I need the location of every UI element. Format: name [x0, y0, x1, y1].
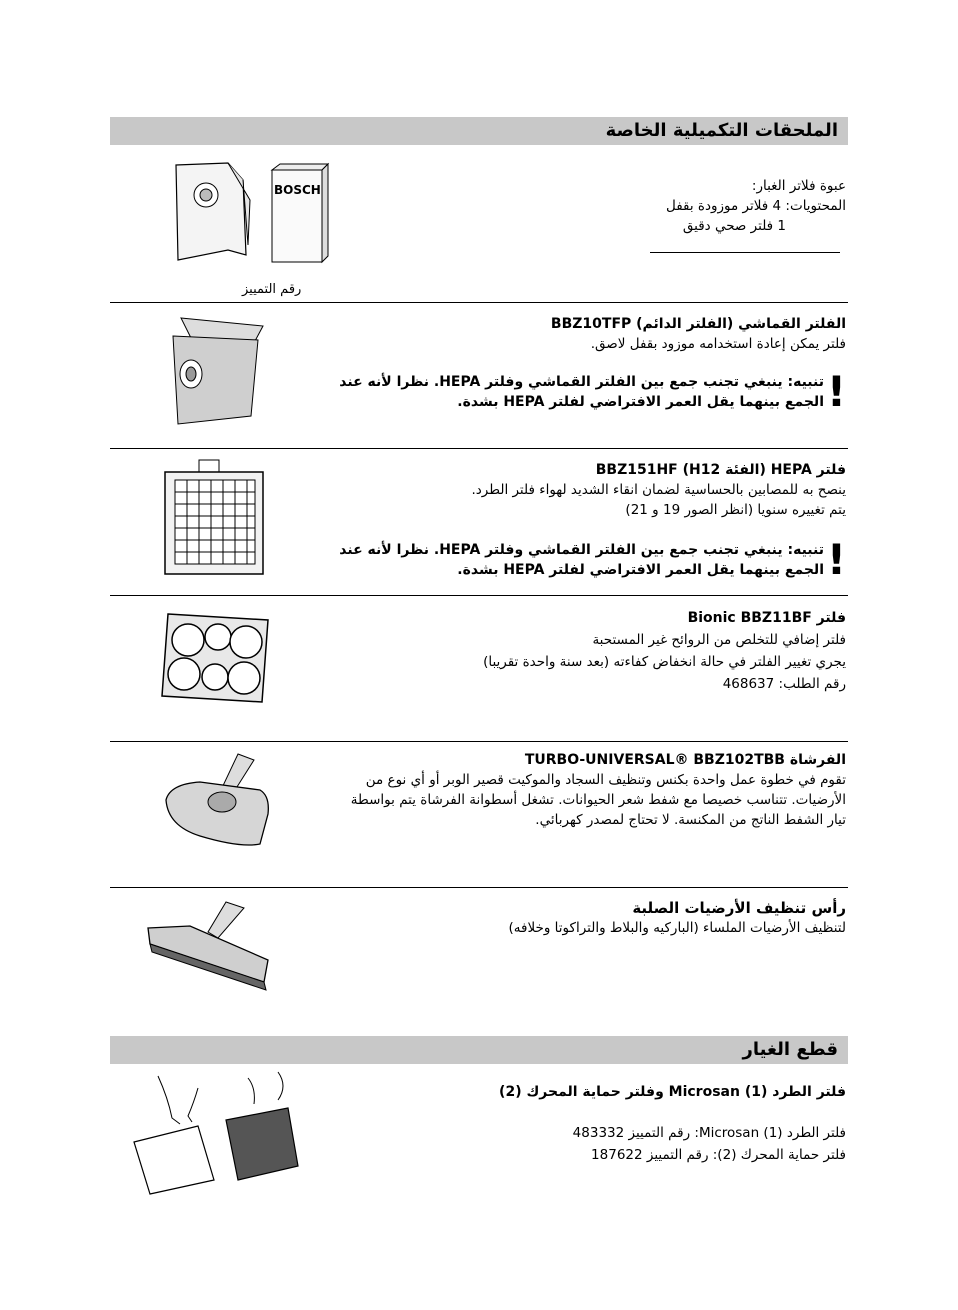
hepa-warning-line1: تنبيه: ينبغي تجنب جمع بين الفلتر القماشي وفلتر HEPA. نظرا لأنه عند: [339, 542, 824, 558]
divider: [110, 595, 848, 596]
dust-bags-title: عبوة فلاتر الغبار:: [751, 178, 846, 194]
divider: [110, 302, 848, 303]
fabric-warning-line2: الجمع بينهما يقل العمر الافتراضي لفلتر HEPA بشدة.: [457, 394, 824, 410]
microsan-filter-line: فلتر الطرد Microsan (1): رقم التمييز 483332: [572, 1125, 846, 1141]
bionic-filter-desc1: فلتر إضافي للتخلص من الروائح غير المستحبة: [592, 632, 846, 648]
bionic-filter-illustration: [158, 610, 273, 709]
dust-bag-illustration: [168, 160, 338, 276]
section-header-accessories: [110, 117, 848, 145]
hard-floor-heading: رأس تنظيف الأرضيات الصلبة: [632, 899, 846, 917]
dust-bags-microfilter: 1 فلتر صحي دقيق: [682, 218, 786, 234]
warning-icon: !: [826, 535, 846, 584]
dust-bags-contents: المحتويات: 4 فلاتر موزودة بقفل: [665, 198, 846, 214]
hepa-warning: [284, 535, 846, 584]
hepa-filter-desc1: ينصح به للمصابين بالحساسية لضمان انقاء الشديد لهواء فلتر الطرد.: [471, 482, 846, 498]
bionic-filter-desc2: يجري تغيير الفلتر في حالة انخفاض كفاءته (بعد سنة واحدة تقريبا): [483, 654, 846, 670]
spare-filters-heading: فلتر الطرد Microsan (1) وفلتر حماية المحرك (2): [499, 1084, 846, 1100]
hepa-warning-line2: الجمع بينهما يقل العمر الافتراضي لفلتر HEPA بشدة.: [457, 562, 824, 578]
section-title: قطع الغيار: [742, 1039, 838, 1060]
hepa-filter-heading: فلتر HEPA (الفئة H12) BBZ151HF: [595, 462, 846, 478]
warning-icon: !: [826, 367, 846, 416]
divider: [110, 741, 848, 742]
turbo-brush-desc2: الأرضيات. تتناسب خصيصا مع شفط شعر الحيوانات. تشغل أسطوانة الفرشاة يتم بواسطة: [350, 792, 846, 808]
turbo-brush-illustration: [160, 752, 275, 856]
bionic-filter-order-no: رقم الطلب: 468637: [722, 676, 846, 692]
fabric-filter-text: [551, 314, 846, 354]
hard-floor-nozzle-illustration: [140, 898, 275, 997]
divider: [110, 448, 848, 449]
bosch-logo: BOSCH: [274, 183, 321, 197]
hepa-filter-desc2: يتم تغييره سنويا (انظر الصور 19 و 21): [625, 502, 846, 518]
fabric-filter-illustration: [163, 316, 268, 430]
filter-replacement-illustration: [128, 1068, 308, 1202]
fabric-warning-line1: تنبيه: ينبغي تجنب جمع بين الفلتر القماشي وفلتر HEPA. نظرا لأنه عند: [339, 374, 824, 390]
spare-filters-heading-wrap: [499, 1082, 846, 1102]
hepa-filter-illustration: [163, 458, 265, 580]
hepa-filter-text: [472, 460, 847, 520]
hard-floor-desc: لتنظيف الأرضيات الملساء (الباركيه والبلاط والتراكوتا وخلافه): [508, 920, 846, 936]
spare-filters-text: [573, 1122, 846, 1166]
dust-bags-text: [666, 176, 846, 236]
fabric-filter-heading: الفلتر القماشي (الفلتر الدائم) BBZ10TFP: [550, 316, 846, 332]
divider: [110, 887, 848, 888]
bag-caption: رقم التمييز: [242, 282, 302, 297]
turbo-brush-desc1: تقوم في خطوة عمل واحدة بكنس وتنظيف السجاد والموكيت قصير الوبر أو أي نوع من: [365, 772, 846, 788]
turbo-brush-desc3: تيار الشفط الناتج من المكنسة. لا تحتاج لمصدر كهربائي.: [535, 812, 846, 828]
fabric-warning: [284, 367, 846, 416]
motor-filter-line: فلتر حماية المحرك (2): رقم التمييز 187622: [591, 1147, 846, 1163]
turbo-brush-text: [351, 750, 846, 830]
fabric-filter-desc: فلتر يمكن إعادة استخدامه موزود بقفل لاصق.: [590, 336, 846, 352]
turbo-brush-heading: الفرشاة TURBO-UNIVERSAL® BBZ102TBB: [524, 752, 846, 768]
bionic-filter-heading: فلتر Bionic BBZ11BF: [687, 610, 846, 626]
section-title: الملحقات التكميلية الخاصة: [605, 120, 838, 141]
bionic-filter-text: [483, 607, 846, 695]
section-header-spare-parts: [110, 1036, 848, 1064]
hard-floor-text: [509, 898, 846, 938]
underline: [650, 252, 840, 253]
